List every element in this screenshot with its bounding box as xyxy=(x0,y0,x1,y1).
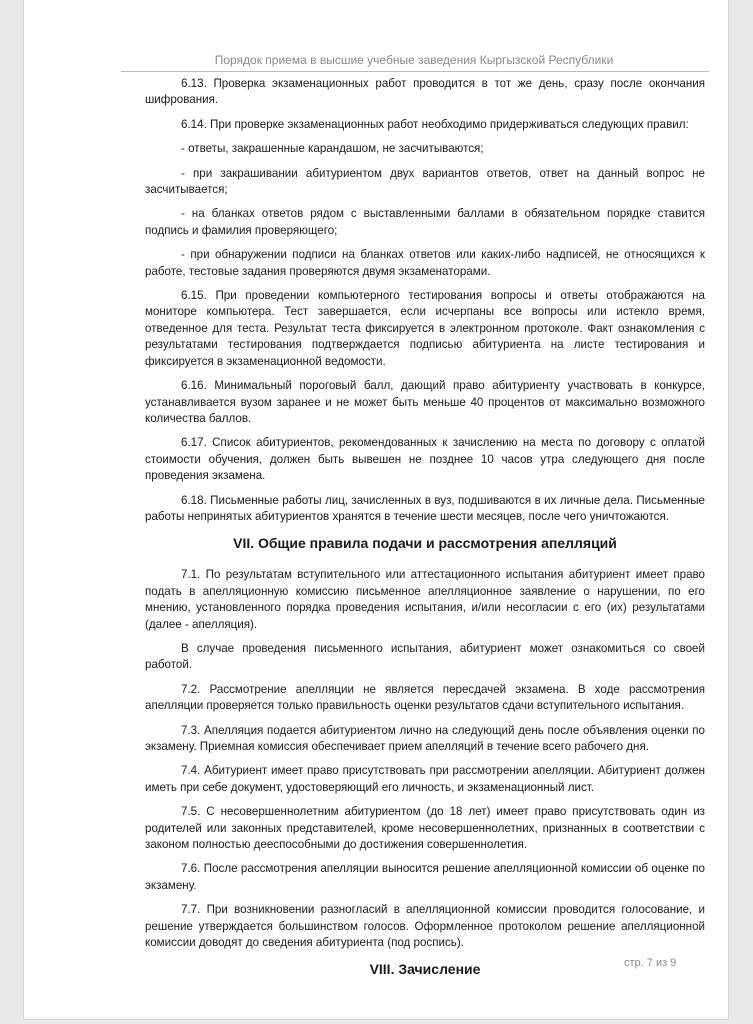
paragraph-7-1-note: В случае проведения письменного испытания, абитуриент может ознакомиться со своей работой. xyxy=(145,641,705,672)
rule-item: - при обнаружении подписи на бланках ответов или каких-либо надписей, не относящихся к работе, тестовые задания проверяются двумя экзаменаторами. xyxy=(145,248,705,278)
header-rule xyxy=(121,71,709,72)
paragraph-6-17: 6.17. Список абитуриентов, рекомендованных к зачислению на места по договору с оплатой стоимости обучения, должен быть вывешен не позднее 10 часов утра следующего дня после проведения экзамена. xyxy=(145,436,705,483)
page-number: стр. 7 из 9 xyxy=(624,957,677,969)
paragraph-6-18: 6.18. Письменные работы лиц, зачисленных в вуз, подшиваются в их личные дела. Письменные работы непринятых абитуриентов хранятся в течение шести месяцев, после чего уничтожаются. xyxy=(145,493,705,523)
rule-item: - ответы, закрашенные карандашом, не засчитываются; xyxy=(181,142,484,156)
paragraph-7-4: 7.4. Абитуриент имеет право присутствовать при рассмотрении апелляции. Абитуриент должен иметь при себе документ, удостоверяющий его личность, и экзаменационный лист. xyxy=(145,764,705,794)
paragraph-6-15: 6.15. При проведении компьютерного тестирования вопросы и ответы отображаются на мониторе компьютера. Тест завершается, если исчерпаны все вопросы или истекло время, отведенное для теста. Результат теста фиксируется в электронном протоколе. Факт ознакомления с результатами тестирования подтверждается подписью абитуриента на листе тестирования и фиксируется в экзаменационной ведомости. xyxy=(145,289,705,368)
section-heading-8: VIII. Зачисление xyxy=(369,961,481,978)
rule-item: - на бланках ответов рядом с выставленными баллами в обязательном порядке ставится подпись и фамилия проверяющего; xyxy=(145,207,705,237)
paragraph-7-1: 7.1. По результатам вступительного или аттестационного испытания абитуриент имеет право подать в апелляционную комиссию письменное апелляционное заявление о нарушении, по его мнению, установленного порядка проведения испытания, и/или несогласии с его (их) результатами (далее - апелляция). xyxy=(145,568,705,631)
paragraph-6-16: 6.16. Минимальный пороговый балл, дающий право абитуриенту участвовать в конкурсе, устанавливается вузом заранее и не может быть меньше 40 процентов от максимально возможного количества баллов. xyxy=(145,379,705,425)
paragraph-7-6: 7.6. После рассмотрения апелляции выносится решение апелляционной комиссии об оценке по экзамену. xyxy=(145,862,705,892)
paragraph-6-14: 6.14. При проверке экзаменационных работ необходимо придерживаться следующих правил: xyxy=(181,117,689,131)
document-page xyxy=(23,0,729,1020)
paragraph-6-13: 6.13. Проверка экзаменационных работ проводится в тот же день, сразу после окончания шифрования. xyxy=(145,77,705,107)
rule-item: - при закрашивании абитуриентом двух вариантов ответов, ответ на данный вопрос не засчитывается; xyxy=(145,166,705,197)
page-body xyxy=(145,76,705,993)
paragraph-7-7: 7.7. При возникновении разногласий в апелляционной комиссии проводится голосование, и решение утверждается большинством голосов. Оформленное протоколом решение апелляционной комиссии доводят до сведения абитуриента (под роспись). xyxy=(145,903,705,950)
paragraph-7-3: 7.3. Апелляция подается абитуриентом лично на следующий день после объявления оценки по экзамену. Приемная комиссия обеспечивает прием апелляций в течение всего рабочего дня. xyxy=(145,723,705,753)
paragraph-7-2: 7.2. Рассмотрение апелляции не является пересдачей экзамена. В ходе рассмотрения апелляции проверяется только правильность оценки результатов сдачи вступительного испытания. xyxy=(145,682,705,713)
section-heading-7: VII. Общие правила подачи и рассмотрения апелляций xyxy=(233,535,617,552)
paragraph-7-5: 7.5. С несовершеннолетним абитуриентом (до 18 лет) имеет право присутствовать один из родителей или законных представителей, кроме несовершеннолетних, признанных в соответствии с законом полностью дееспособными до достижения совершеннолетия. xyxy=(145,805,705,852)
running-header: Порядок приема в высшие учебные заведения Кыргызской Республики xyxy=(214,53,614,67)
